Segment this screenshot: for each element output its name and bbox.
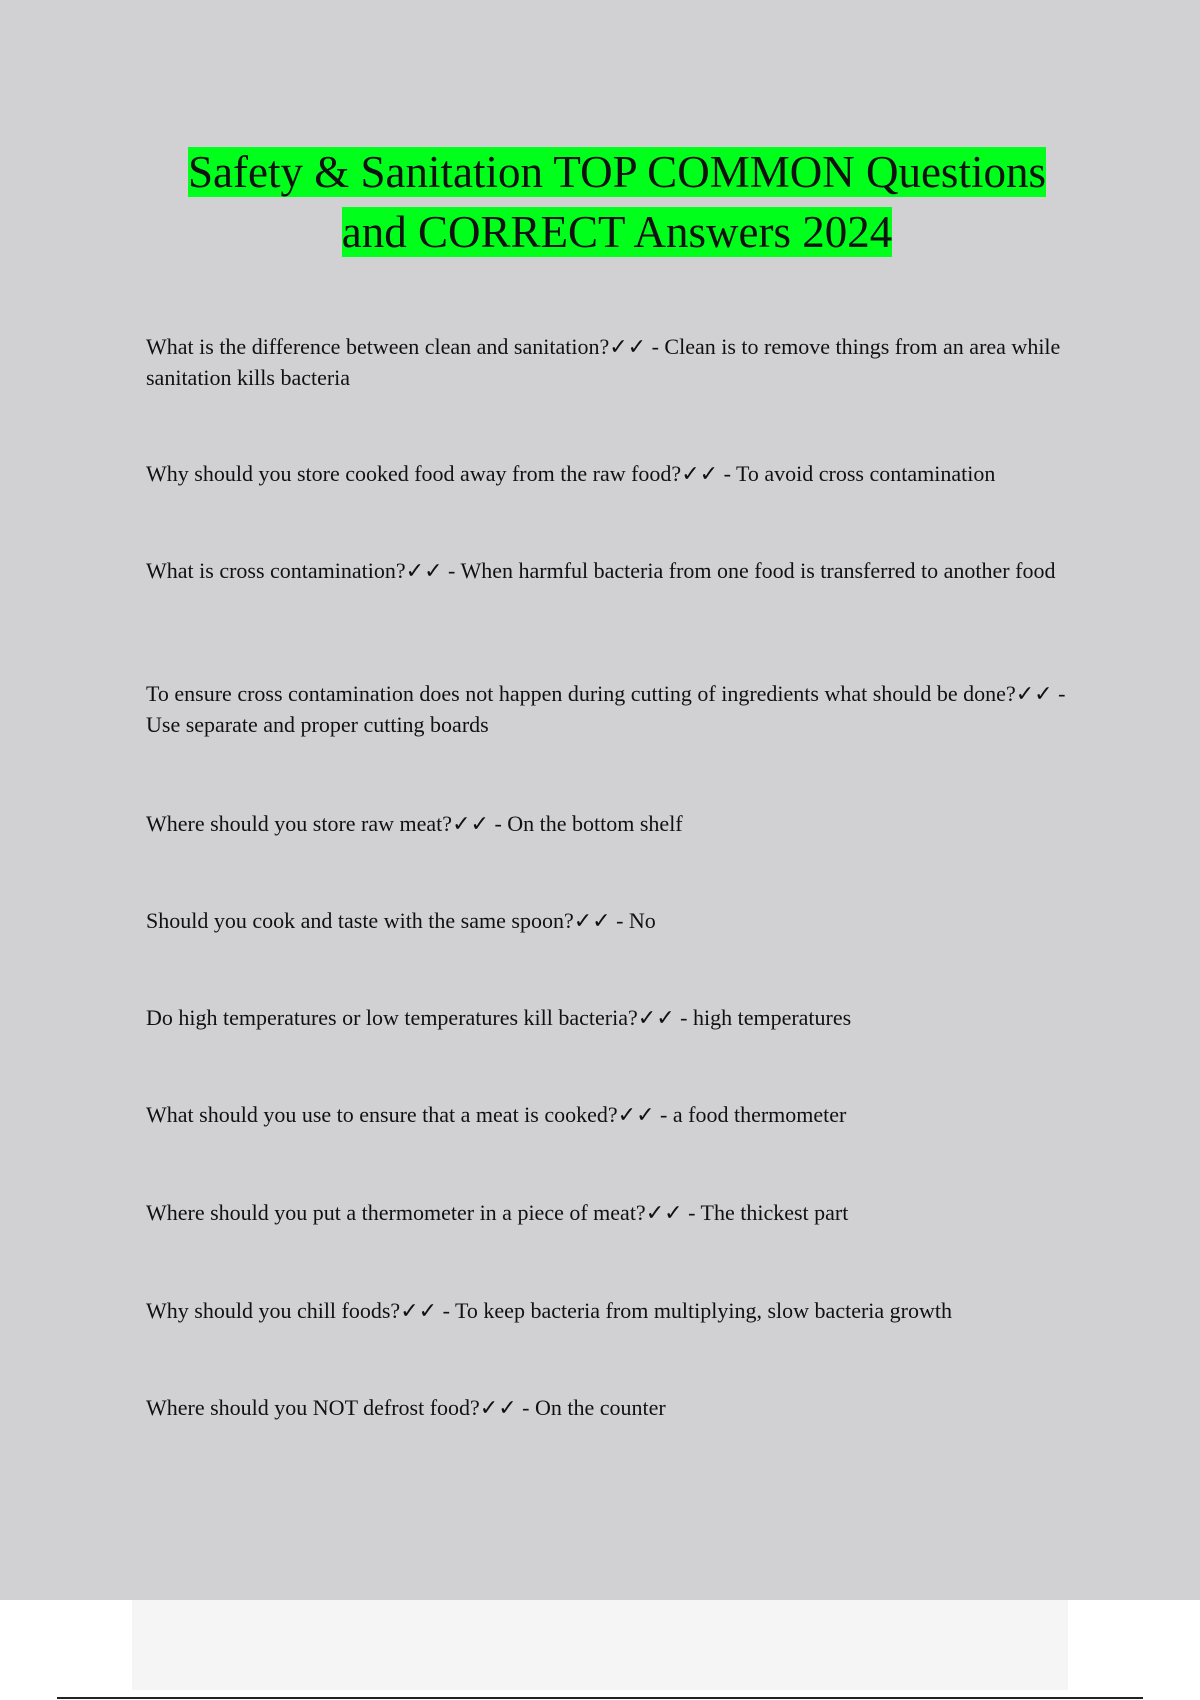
question: Do high temperatures or low temperatures kill bacteria? — [146, 1005, 638, 1030]
check-icon: ✓✓ — [405, 558, 443, 583]
question: To ensure cross contamination does not happen during cutting of ingredients what should be done? — [146, 681, 1016, 706]
answer: On the counter — [535, 1395, 666, 1420]
separator: - — [1052, 681, 1066, 706]
answer: a food thermometer — [672, 1102, 847, 1127]
qa-item-3 — [146, 555, 1086, 586]
check-icon: ✓✓ — [452, 811, 489, 836]
qa-item-8 — [146, 1099, 1086, 1130]
question: Where should you NOT defrost food? — [146, 1395, 480, 1420]
check-icon: ✓✓ — [617, 1102, 655, 1127]
page-title — [100, 142, 1134, 262]
question: Should you cook and taste with the same spoon? — [146, 908, 574, 933]
separator: - — [610, 908, 629, 933]
title-line-2: and CORRECT Answers 2024 — [341, 207, 893, 257]
qa-item-7 — [146, 1002, 1086, 1033]
question: What should you use to ensure that a meat is cooked? — [146, 1102, 618, 1127]
title-line-1: Safety & Sanitation TOP COMMON Questions — [188, 147, 1046, 197]
answer: high temperatures — [692, 1005, 852, 1030]
question: Where should you store raw meat? — [146, 811, 453, 836]
separator: - — [682, 1200, 701, 1225]
check-icon: ✓✓ — [609, 334, 647, 359]
question: Why should you store cooked food away from the raw food? — [146, 461, 682, 486]
separator: - — [437, 1298, 456, 1323]
qa-item-5 — [146, 808, 1086, 839]
separator: - — [674, 1005, 693, 1030]
check-icon: ✓✓ — [681, 461, 719, 486]
separator: - — [718, 461, 736, 486]
question: Why should you chill foods? — [146, 1298, 401, 1323]
answer: To avoid cross contamination — [736, 461, 996, 486]
check-icon: ✓✓ — [637, 1005, 675, 1030]
answer: The thickest part — [700, 1200, 849, 1225]
answer: To keep bacteria from multiplying, slow bacteria growth — [455, 1298, 952, 1323]
qa-item-10 — [146, 1295, 1086, 1326]
separator: - — [516, 1395, 535, 1420]
check-icon: ✓✓ — [573, 908, 611, 933]
next-page-preview — [132, 1600, 1068, 1690]
separator: - — [654, 1102, 673, 1127]
divider — [57, 1697, 1143, 1699]
question: What is cross contamination? — [146, 558, 406, 583]
question: What is the difference between clean and sanitation? — [146, 334, 610, 359]
qa-item-6 — [146, 905, 1086, 936]
check-icon: ✓✓ — [645, 1200, 683, 1225]
qa-item-1 — [146, 331, 1086, 393]
answer: When harmful bacteria from one food is transferred to another food — [460, 558, 1056, 583]
qa-item-9 — [146, 1197, 1086, 1228]
answer: On the bottom shelf — [507, 811, 683, 836]
separator: - — [488, 811, 508, 836]
check-icon: ✓✓ — [1015, 681, 1053, 706]
check-icon: ✓✓ — [400, 1298, 438, 1323]
separator: - — [646, 334, 665, 359]
answer: No — [628, 908, 656, 933]
qa-item-11 — [146, 1392, 1086, 1423]
qa-item-4 — [146, 678, 1086, 740]
answer: Use separate and proper cutting boards — [146, 712, 489, 737]
qa-item-2 — [146, 458, 1086, 489]
separator: - — [442, 558, 461, 583]
page-gap — [0, 1600, 1200, 1700]
answer: Clean is to remove things from an area while sanitation kills bacteria — [146, 334, 1061, 390]
question: Where should you put a thermometer in a piece of meat? — [146, 1200, 646, 1225]
check-icon: ✓✓ — [479, 1395, 517, 1420]
